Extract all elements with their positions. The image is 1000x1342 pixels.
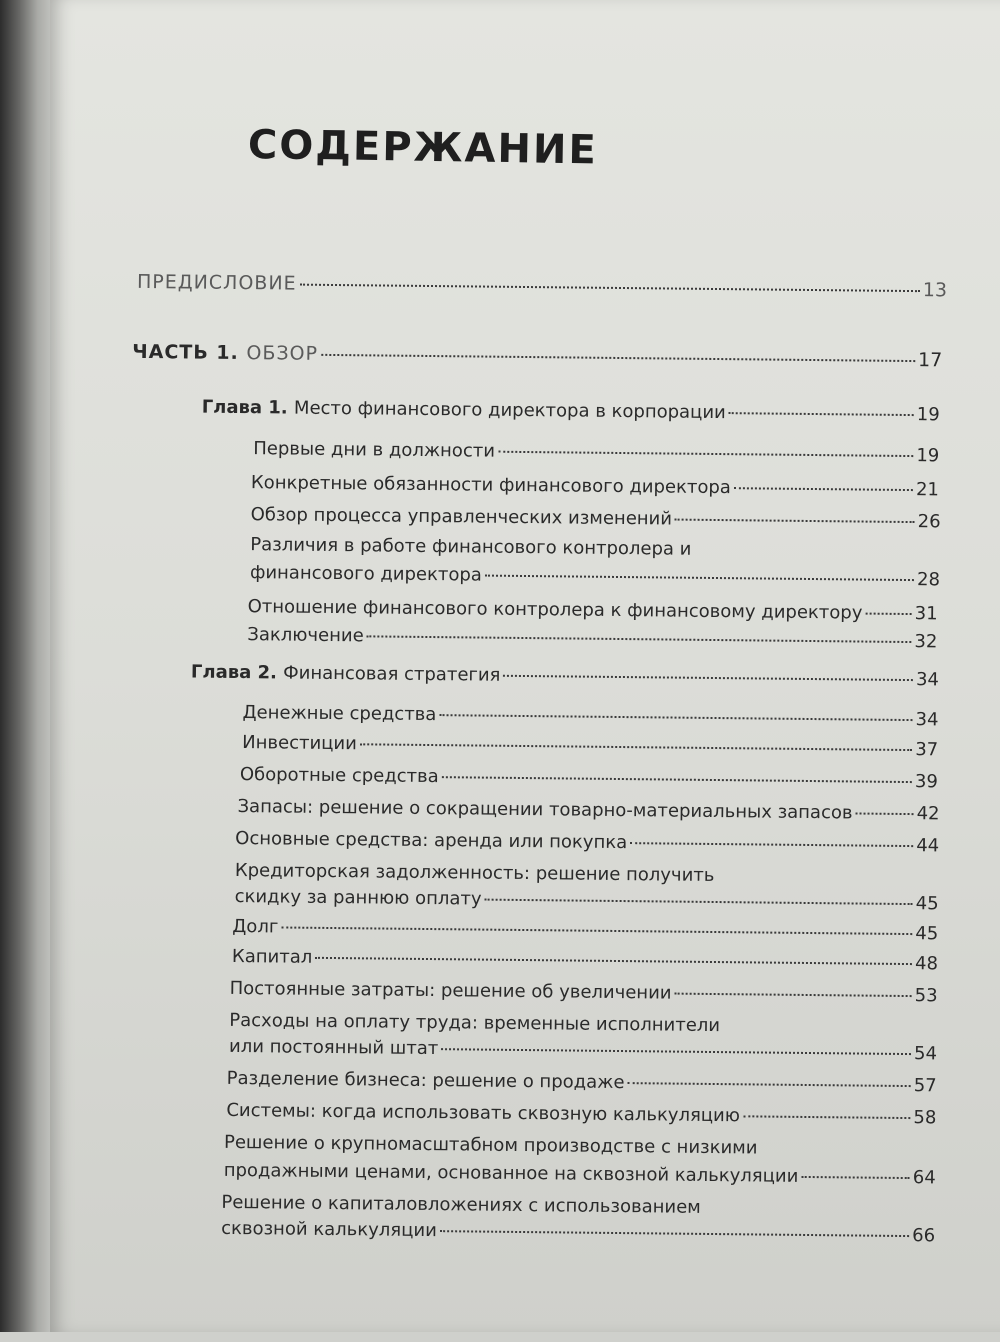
toc-entry-label: Разделение бизнеса: решение о продаже bbox=[226, 1067, 625, 1094]
toc-entry-part-1 bbox=[132, 339, 942, 373]
toc-entry-label: Первые дни в должности bbox=[253, 438, 496, 462]
toc-page-number: 32 bbox=[914, 631, 938, 653]
toc-entry-label: финансового директора bbox=[249, 562, 482, 586]
toc-page-number: 17 bbox=[917, 349, 943, 372]
toc-entry bbox=[250, 502, 940, 535]
leader-dots bbox=[485, 575, 914, 581]
toc-page-number: 54 bbox=[913, 1043, 938, 1065]
toc-page-number: 28 bbox=[916, 569, 941, 591]
toc-entry-preface bbox=[137, 269, 947, 303]
toc-entry-label: Решение о крупномасштабном производстве с низкими bbox=[223, 1131, 758, 1159]
page-title: СОДЕРЖАНИЕ bbox=[247, 122, 599, 174]
leader-dots bbox=[630, 842, 913, 847]
leader-dots bbox=[865, 613, 911, 615]
toc-entry-label: Заключение bbox=[247, 624, 364, 647]
toc-entry-label: Различия в работе финансового контролера и bbox=[250, 534, 692, 560]
toc-entry-label: скидку за раннюю оплату bbox=[234, 885, 482, 910]
toc-page-number: 31 bbox=[914, 603, 938, 625]
leader-dots bbox=[498, 451, 913, 457]
toc-entry-prefix: ЧАСТЬ 1. bbox=[132, 340, 247, 365]
toc-entry bbox=[235, 826, 939, 859]
toc-entry bbox=[237, 794, 939, 827]
leader-dots bbox=[734, 487, 913, 491]
leader-dots bbox=[367, 635, 912, 643]
toc-entry-prefix: Глава 1. bbox=[201, 396, 295, 419]
toc-page-number: 34 bbox=[915, 669, 940, 691]
toc-page-number: 66 bbox=[912, 1225, 936, 1247]
toc-entry-label: Системы: когда использовать сквозную калькуляцию bbox=[226, 1099, 741, 1127]
toc-page-number: 34 bbox=[915, 709, 939, 731]
leader-dots bbox=[675, 519, 915, 524]
leader-dots bbox=[627, 1082, 910, 1087]
leader-dots bbox=[281, 926, 912, 935]
toc-entry-label: Конкретные обязанности финансового директора bbox=[250, 472, 731, 499]
toc-entry-label: или постоянный штат bbox=[228, 1035, 439, 1060]
toc-entry-label: Инвестиции bbox=[242, 732, 357, 755]
toc-page-number: 21 bbox=[915, 479, 940, 501]
toc-page-number: 37 bbox=[915, 739, 939, 761]
toc-entry-label: Глава 1. Место финансового директора в корпорации bbox=[201, 396, 726, 424]
toc-page-number: 19 bbox=[916, 404, 940, 426]
leader-dots bbox=[801, 1176, 909, 1179]
leader-dots bbox=[675, 993, 912, 997]
toc-entry bbox=[242, 730, 938, 763]
toc-page-number: 64 bbox=[912, 1167, 936, 1189]
leader-dots bbox=[442, 776, 912, 783]
toc-entry bbox=[242, 700, 938, 733]
toc-entry bbox=[227, 1066, 937, 1099]
leader-dots bbox=[440, 1230, 909, 1237]
toc-page-number: 53 bbox=[914, 985, 938, 1007]
toc-entry bbox=[253, 436, 939, 469]
toc-page-number: 42 bbox=[916, 803, 940, 825]
toc-entry bbox=[247, 622, 937, 655]
toc-page-number: 26 bbox=[917, 511, 941, 533]
toc-page-number: 44 bbox=[916, 835, 940, 857]
toc-entry-label: Запасы: решение о сокращении товарно-материальных запасов bbox=[237, 796, 853, 824]
toc-entry-label: ПРЕДИСЛОВИЕ bbox=[136, 270, 297, 295]
toc-entry-chapter-1 bbox=[202, 395, 940, 429]
toc-page-number: 45 bbox=[915, 923, 939, 945]
leader-dots bbox=[360, 743, 912, 751]
toc-page-number: 39 bbox=[914, 771, 938, 793]
toc-entry bbox=[232, 944, 938, 977]
leader-dots bbox=[485, 899, 913, 905]
table-of-contents bbox=[36, 0, 1000, 1342]
toc-entry-label: Кредиторская задолженность: решение получить bbox=[234, 859, 715, 887]
toc-entry-label: Расходы на оплату труда: временные исполнители bbox=[229, 1009, 721, 1037]
toc-page-number: 48 bbox=[914, 953, 939, 975]
toc-entry-label: ЧАСТЬ 1. ОБЗОР bbox=[132, 340, 319, 365]
toc-entry-prefix: Глава 2. bbox=[190, 661, 284, 684]
toc-entry bbox=[251, 470, 939, 503]
toc-page-number: 13 bbox=[922, 279, 948, 302]
toc-entry-label: продажными ценами, основанное на сквозной калькуляции bbox=[223, 1159, 799, 1187]
toc-entry-label: Денежные средства bbox=[242, 702, 437, 726]
toc-entry-label: сквозной калькуляции bbox=[221, 1217, 437, 1242]
toc-entry-label: Постоянные затраты: решение об увеличении bbox=[229, 977, 672, 1004]
leader-dots bbox=[439, 714, 912, 721]
toc-entry bbox=[230, 976, 938, 1009]
toc-entry bbox=[240, 762, 938, 795]
leader-dots bbox=[300, 284, 920, 292]
toc-entry-label: Глава 2. Финансовая стратегия bbox=[190, 661, 501, 686]
toc-entry bbox=[229, 1034, 937, 1067]
toc-entry-label: Оборотные средства bbox=[239, 764, 439, 788]
toc-page-number: 58 bbox=[913, 1107, 937, 1129]
toc-entry bbox=[221, 1216, 935, 1249]
toc-entry-label: Капитал bbox=[231, 945, 313, 968]
leader-dots bbox=[743, 1115, 910, 1119]
toc-entry bbox=[234, 884, 938, 917]
leader-dots bbox=[856, 812, 914, 815]
toc-entry-label: Отношение финансового контролера к финансовому директору bbox=[247, 596, 863, 624]
toc-entry-label: Долг bbox=[232, 915, 279, 938]
leader-dots bbox=[503, 675, 913, 681]
toc-entry-label: Основные средства: аренда или покупка bbox=[235, 827, 628, 854]
toc-entry bbox=[224, 1158, 936, 1191]
leader-dots bbox=[315, 957, 912, 965]
toc-page-number: 19 bbox=[916, 445, 940, 467]
toc-entry bbox=[250, 560, 940, 593]
toc-page-number: 45 bbox=[915, 893, 939, 915]
toc-page-number: 57 bbox=[913, 1075, 937, 1097]
leader-dots bbox=[729, 412, 914, 416]
leader-dots bbox=[321, 354, 915, 362]
toc-entry bbox=[226, 1098, 936, 1131]
toc-entry-label: Решение о капиталовложениях с использованием bbox=[221, 1191, 701, 1218]
leader-dots bbox=[441, 1048, 911, 1055]
toc-entry-chapter-2 bbox=[191, 660, 939, 694]
book-page bbox=[50, 0, 1000, 1332]
toc-entry bbox=[232, 914, 938, 947]
toc-entry-label: Обзор процесса управленческих изменений bbox=[250, 504, 673, 530]
